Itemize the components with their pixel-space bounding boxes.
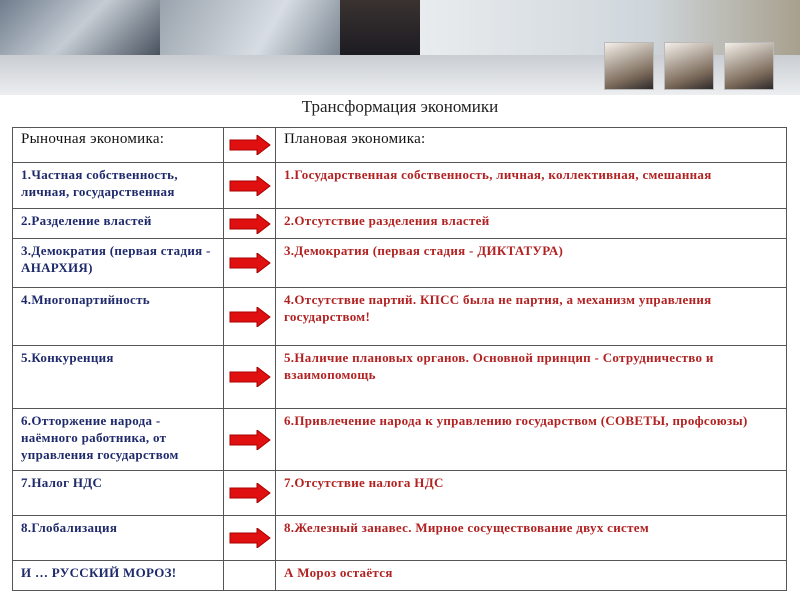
planned-item: 1.Государственная собственность, личная, коллективная, смешанная	[276, 163, 787, 209]
market-item: 6.Отторжение народа - наёмного работника, от управления государством	[13, 409, 224, 471]
woman-photo	[340, 0, 420, 55]
thumbnail-photo	[664, 42, 714, 90]
market-item: 3.Демократия (первая стадия - АНАРХИЯ)	[13, 239, 224, 288]
arrow-cell	[224, 239, 276, 288]
table-row	[13, 516, 787, 561]
planned-item: 5.Наличие плановых органов. Основной принцип - Сотрудничество и взаимопомощь	[276, 346, 787, 409]
planned-item: 8.Железный занавес. Мирное сосуществование двух систем	[276, 516, 787, 561]
planned-item: 3.Демократия (первая стадия - ДИКТАТУРА)	[276, 239, 787, 288]
right-arrow-icon	[229, 135, 271, 155]
planned-item: 7.Отсутствие налога НДС	[276, 471, 787, 516]
arrow-cell	[224, 561, 276, 591]
table-row	[13, 471, 787, 516]
office-photo	[160, 0, 340, 55]
arrow-cell	[224, 209, 276, 239]
arrow-cell	[224, 409, 276, 471]
market-item: 2.Разделение властей	[13, 209, 224, 239]
table-row	[13, 163, 787, 209]
slide-title: Трансформация экономики	[301, 97, 499, 116]
table-row	[13, 239, 787, 288]
arrow-cell	[224, 163, 276, 209]
comparison-table	[12, 127, 787, 591]
right-arrow-icon	[229, 307, 271, 327]
header-market-economy: Рыночная экономика:	[13, 128, 224, 163]
header-banner	[0, 0, 800, 95]
planned-item: 6.Привлечение народа к управлению государством (СОВЕТЫ, профсоюзы)	[276, 409, 787, 471]
right-arrow-icon	[229, 214, 271, 234]
arrow-cell	[224, 128, 276, 163]
table-row	[13, 409, 787, 471]
table-row	[13, 288, 787, 346]
right-arrow-icon	[229, 367, 271, 387]
thumbnail-photo	[604, 42, 654, 90]
market-item: И … РУССКИЙ МОРОЗ!	[13, 561, 224, 591]
planned-item: 4.Отсутствие партий. КПСС была не партия, а механизм управления государством!	[276, 288, 787, 346]
arrow-cell	[224, 346, 276, 409]
right-arrow-icon	[229, 483, 271, 503]
arrow-cell	[224, 471, 276, 516]
table-row	[13, 561, 787, 591]
table-header-row	[13, 128, 787, 163]
market-item: 4.Многопартийность	[13, 288, 224, 346]
market-item: 5.Конкуренция	[13, 346, 224, 409]
table-row	[13, 209, 787, 239]
building-photo	[0, 0, 160, 55]
table-row	[13, 346, 787, 409]
arrow-cell	[224, 288, 276, 346]
market-item: 8.Глобализация	[13, 516, 224, 561]
planned-item: А Мороз остаётся	[276, 561, 787, 591]
right-arrow-icon	[229, 430, 271, 450]
planned-item: 2.Отсутствие разделения властей	[276, 209, 787, 239]
right-arrow-icon	[229, 528, 271, 548]
thumbnail-photo	[724, 42, 774, 90]
right-arrow-icon	[229, 176, 271, 196]
header-planned-economy: Плановая экономика:	[276, 128, 787, 163]
arrow-cell	[224, 516, 276, 561]
right-arrow-icon	[229, 253, 271, 273]
market-item: 7.Налог НДС	[13, 471, 224, 516]
market-item: 1.Частная собственность, личная, государственная	[13, 163, 224, 209]
